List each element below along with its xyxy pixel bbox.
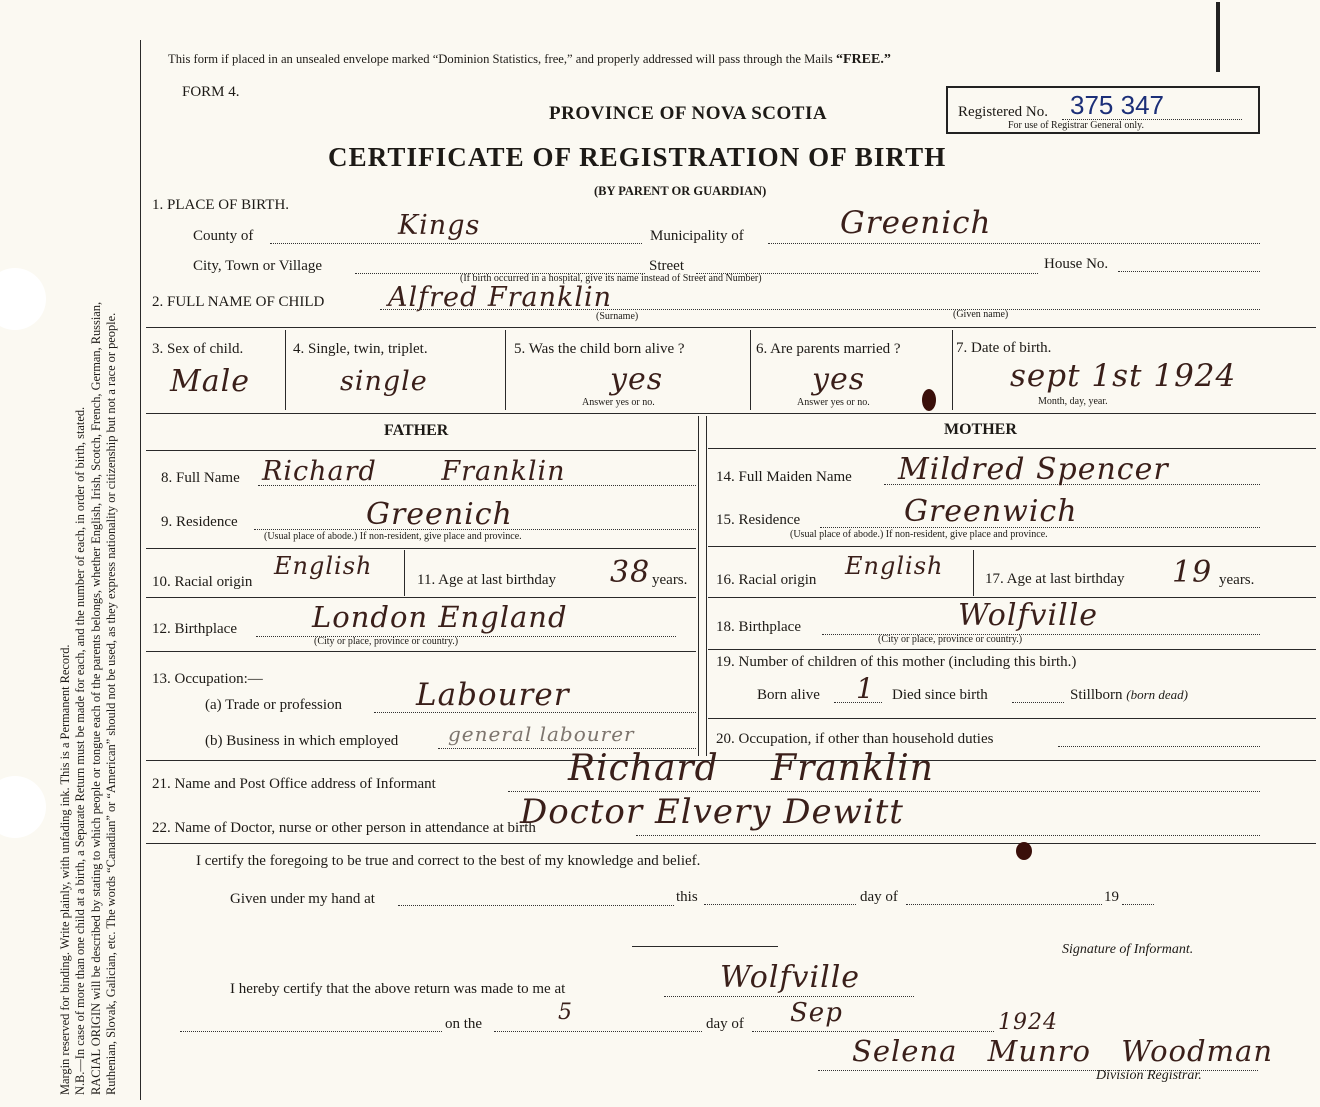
child-name-label: 2. FULL NAME OF CHILD bbox=[152, 294, 325, 310]
mother-age-unit: years. bbox=[1219, 572, 1255, 588]
mother-heading: MOTHER bbox=[944, 421, 1017, 438]
row3-divider-1 bbox=[285, 330, 286, 410]
plurality-label: 4. Single, twin, triplet. bbox=[293, 341, 428, 357]
father-age-value: 38 bbox=[610, 555, 651, 590]
mother-name-label: 14. Full Maiden Name bbox=[716, 469, 852, 485]
father-birthplace-value: London England bbox=[312, 600, 568, 634]
ink-blot-2 bbox=[1016, 842, 1032, 860]
form-number: FORM 4. bbox=[182, 84, 240, 100]
return-place-dots bbox=[664, 996, 914, 997]
on-the-dots bbox=[494, 1031, 702, 1032]
year-dots bbox=[1122, 904, 1154, 905]
dob-label: 7. Date of birth. bbox=[956, 340, 1052, 356]
alive-note: Answer yes or no. bbox=[582, 397, 655, 408]
mother-rule-4 bbox=[708, 649, 1316, 650]
informant-label: 21. Name and Post Office address of Informant bbox=[152, 776, 436, 792]
mail-free: “FREE.” bbox=[836, 52, 891, 67]
county-value: Kings bbox=[398, 210, 481, 241]
father-name-label: 8. Full Name bbox=[161, 470, 240, 486]
rule-after-name bbox=[146, 327, 1316, 328]
father-name-value: Richard Franklin bbox=[262, 456, 566, 487]
mother-residence-value: Greenwich bbox=[904, 494, 1078, 529]
parents-divider-right bbox=[706, 416, 707, 756]
year-prefix: 19 bbox=[1104, 889, 1119, 905]
born-alive-value: 1 bbox=[856, 672, 875, 705]
married-value: yes bbox=[812, 362, 866, 397]
return-label: I hereby certify that the above return was made to me at bbox=[230, 981, 566, 997]
trade-label: (a) Trade or profession bbox=[205, 697, 343, 713]
mother-birthplace-value: Wolfville bbox=[958, 598, 1099, 633]
registered-number: 375 347 bbox=[1070, 90, 1164, 120]
filing-mark bbox=[1216, 2, 1220, 72]
father-racial-value: English bbox=[274, 552, 373, 580]
registered-box bbox=[946, 86, 1260, 134]
signature-label: Signature of Informant. bbox=[1062, 942, 1194, 957]
informant-signature-line bbox=[632, 946, 778, 947]
certification-statement: I certify the foregoing to be true and correct to the best of my knowledge and belief. bbox=[196, 853, 701, 869]
return-place-dots-2 bbox=[180, 1031, 442, 1032]
mother-occupation-label: 20. Occupation, if other than household duties bbox=[716, 731, 994, 747]
father-age-label: 11. Age at last birthday bbox=[417, 572, 556, 588]
ink-blot bbox=[922, 389, 936, 411]
on-the-label: on the bbox=[445, 1016, 483, 1032]
alive-label: 5. Was the child born alive ? bbox=[514, 341, 685, 357]
day-of-label-2: day of bbox=[706, 1016, 744, 1032]
father-age-unit: years. bbox=[652, 572, 688, 588]
died-label: Died since birth bbox=[892, 687, 988, 703]
alive-value: yes bbox=[610, 362, 664, 397]
return-place-value: Wolfville bbox=[720, 960, 861, 995]
municipality-label: Municipality of bbox=[650, 228, 744, 244]
year-value: 1924 bbox=[998, 1010, 1058, 1035]
mother-residence-note: (Usual place of abode.) If non-resident, give place and province. bbox=[790, 529, 1048, 540]
house-dots bbox=[1118, 271, 1260, 272]
doctor-value: Doctor Elvery Dewitt bbox=[520, 792, 904, 832]
mother-birthplace-label: 18. Birthplace bbox=[716, 619, 801, 635]
business-label: (b) Business in which employed bbox=[205, 733, 399, 749]
mother-age-label: 17. Age at last birthday bbox=[985, 571, 1125, 587]
plurality-value: single bbox=[340, 366, 428, 397]
day-of-label: day of bbox=[860, 889, 898, 905]
married-note: Answer yes or no. bbox=[797, 397, 870, 408]
this-dots bbox=[704, 904, 856, 905]
county-label: County of bbox=[193, 228, 254, 244]
row3-divider-2 bbox=[505, 330, 506, 410]
informant-value: Richard Franklin bbox=[568, 748, 934, 789]
father-heading: FATHER bbox=[384, 422, 449, 439]
child-name-value: Alfred Franklin bbox=[388, 282, 613, 313]
street-label: Street bbox=[649, 258, 684, 274]
dob-value: sept 1st 1924 bbox=[1010, 358, 1237, 394]
given-name-note: (Given name) bbox=[953, 309, 1009, 320]
father-rule-4 bbox=[146, 651, 696, 652]
rule-after-row3 bbox=[146, 413, 1316, 414]
dob-note: Month, day, year. bbox=[1038, 396, 1108, 407]
row3-divider-4 bbox=[952, 330, 953, 410]
mother-racial-label: 16. Racial origin bbox=[716, 572, 817, 588]
municipality-dots bbox=[768, 243, 1260, 244]
father-birthplace-label: 12. Birthplace bbox=[152, 621, 237, 637]
mother-rule-2 bbox=[708, 546, 1316, 547]
sex-label: 3. Sex of child. bbox=[152, 341, 244, 357]
father-racial-label: 10. Racial origin bbox=[152, 574, 253, 590]
married-label: 6. Are parents married ? bbox=[756, 341, 901, 357]
father-rule-1 bbox=[146, 450, 696, 451]
father-age-divider bbox=[404, 550, 405, 596]
registered-label: Registered No. bbox=[958, 104, 1048, 120]
mail-notice: This form if placed in an unsealed envelope marked “Dominion Statistics, free,” and properly addressed will pass through the Mails “FREE.” bbox=[168, 52, 891, 67]
binding-hole-bottom bbox=[0, 776, 46, 838]
row3-divider-3 bbox=[750, 330, 751, 410]
mother-occupation-dots bbox=[1058, 746, 1260, 747]
born-alive-label: Born alive bbox=[757, 687, 820, 703]
mother-racial-value: English bbox=[845, 552, 944, 580]
father-birthplace-note: (City or place, province or country.) bbox=[314, 636, 459, 647]
mother-age-value: 19 bbox=[1172, 555, 1213, 590]
registrar-signature: Selena Munro Woodman bbox=[852, 1034, 1274, 1068]
margin-note-multiple-births: N.B.—In case of more than one child at a birth, a Separate Return must be made for each, and the number of each, in order of birth, stated. bbox=[73, 406, 88, 1095]
sex-value: Male bbox=[170, 364, 250, 399]
father-residence-label: 9. Residence bbox=[161, 514, 238, 530]
trade-value: Labourer bbox=[416, 677, 570, 713]
surname-note: (Surname) bbox=[596, 311, 639, 322]
this-label: this bbox=[676, 889, 698, 905]
rule-before-certification bbox=[146, 843, 1316, 844]
given-place-dots bbox=[398, 905, 674, 906]
father-residence-note: (Usual place of abode.) If non-resident, give place and province. bbox=[264, 531, 522, 542]
stillborn-note: (born dead) bbox=[1126, 687, 1189, 702]
children-label: 19. Number of children of this mother (including this birth.) bbox=[716, 654, 1077, 670]
mother-age-divider bbox=[973, 550, 974, 596]
father-rule-2 bbox=[146, 548, 696, 549]
given-under-label: Given under my hand at bbox=[230, 891, 375, 907]
mother-name-value: Mildred Spencer bbox=[898, 452, 1169, 487]
binding-hole-top bbox=[0, 268, 46, 330]
registrar-note: For use of Registrar General only. bbox=[1008, 120, 1144, 131]
doctor-dots bbox=[636, 835, 1260, 836]
city-label: City, Town or Village bbox=[193, 258, 323, 274]
month-dots bbox=[906, 904, 1102, 905]
province-heading: PROVINCE OF NOVA SCOTIA bbox=[549, 103, 828, 124]
died-dots bbox=[1012, 702, 1064, 703]
mother-birthplace-note: (City or place, province or country.) bbox=[878, 634, 1023, 645]
hospital-note: (If birth occurred in a hospital, give its name instead of Street and Number) bbox=[460, 273, 762, 284]
county-dots bbox=[270, 243, 642, 244]
father-rule-3 bbox=[146, 597, 696, 598]
month-value: Sep bbox=[790, 998, 843, 1028]
doctor-label: 22. Name of Doctor, nurse or other person in attendance at birth bbox=[152, 820, 536, 836]
municipality-value: Greenich bbox=[840, 205, 992, 241]
mother-rule-1 bbox=[708, 448, 1316, 449]
registrar-label: Division Registrar. bbox=[1096, 1068, 1202, 1083]
certificate-title: CERTIFICATE OF REGISTRATION OF BIRTH bbox=[328, 142, 947, 172]
margin-rule bbox=[140, 40, 141, 1100]
business-value: general labourer bbox=[448, 722, 635, 746]
father-residence-value: Greenich bbox=[366, 497, 513, 532]
on-the-value: 5 bbox=[558, 1000, 573, 1025]
occupation-label: 13. Occupation:— bbox=[152, 671, 263, 687]
place-of-birth-label: 1. PLACE OF BIRTH. bbox=[152, 197, 290, 213]
margin-note-racial-origin-cont: Ruthenian, Slovak, Galician, etc. The words “Canadian” or “American” should not be used, as they express nationality or citizenship but not a race or people. bbox=[103, 312, 118, 1095]
month-dots-2 bbox=[752, 1031, 994, 1032]
margin-notes bbox=[58, 95, 119, 1095]
certificate-subtitle: (BY PARENT OR GUARDIAN) bbox=[594, 184, 767, 198]
stillborn-label: Stillborn (born dead) bbox=[1070, 687, 1189, 703]
house-label: House No. bbox=[1044, 256, 1109, 272]
mother-residence-label: 15. Residence bbox=[716, 512, 801, 528]
margin-note-racial-origin: RACIAL ORIGIN will be described by stating to which people or tongue each of the parents belongs, whether English, Irish, Scotch, French, German, Russian, bbox=[88, 301, 103, 1095]
mother-rule-5 bbox=[708, 718, 1316, 719]
parents-divider-left bbox=[698, 416, 699, 756]
margin-note-binding: Margin reserved for binding. Write plainly, with unfading ink. This is a Permanent Record. bbox=[58, 644, 72, 1095]
